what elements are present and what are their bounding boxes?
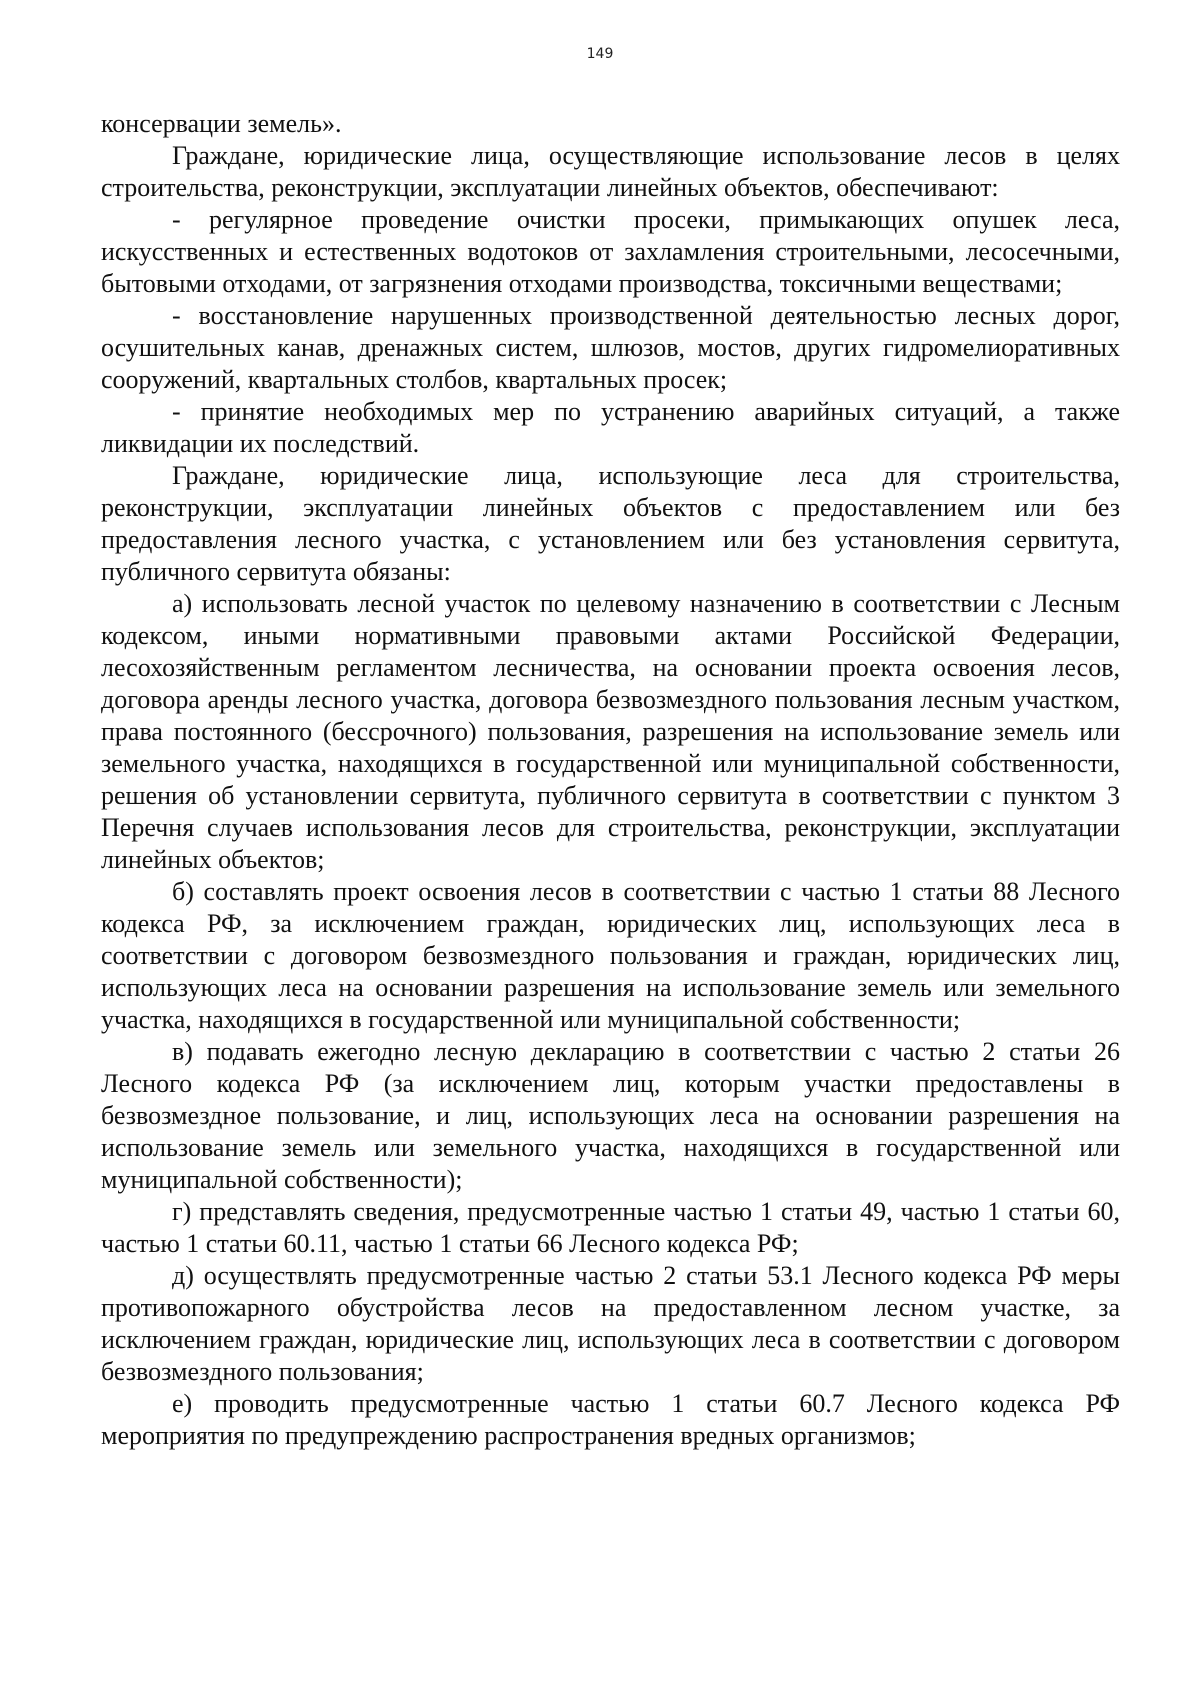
paragraph-duties-intro: Граждане, юридические лица, использующие леса для строительства, реконструкции, эксплуатации линейных объектов с предоставлением или без предоставления лесного участка, с установлением или без установления сервитута, публичного сервитута обязаны: bbox=[101, 461, 1120, 586]
list-item-v: в) подавать ежегодно лесную декларацию в соответствии с частью 2 статьи 26 Лесного кодекса РФ (за исключением лиц, которым участки предоставлены в безвозмездное пользование, и лиц, использующих леса на основании разрешения на использование земель или земельного участка, находящихся в государственной или муниципальной собственности); bbox=[101, 1037, 1120, 1194]
list-item-e: е) проводить предусмотренные частью 1 статьи 60.7 Лесного кодекса РФ мероприятия по предупреждению распространения вредных организмов; bbox=[101, 1389, 1120, 1450]
list-item-d: д) осуществлять предусмотренные частью 2 статьи 53.1 Лесного кодекса РФ меры противопожарного обустройства лесов на предоставленном лесном участке, за исключением граждан, юридические лиц, использующих леса в соответствии с договором безвозмездного пользования; bbox=[101, 1261, 1120, 1386]
list-item-b: б) составлять проект освоения лесов в соответствии с частью 1 статьи 88 Лесного кодекса РФ, за исключением граждан, юридических лиц, использующих леса в соответствии с договором безвозмездного пользования и граждан, юридических лиц, использующих леса на основании разрешения на использование земель или земельного участка, находящихся в государственной или муниципальной собственности; bbox=[101, 877, 1120, 1034]
paragraph-obligations-intro: Граждане, юридические лица, осуществляющие использование лесов в целях строительства, реконструкции, эксплуатации линейных объектов, обеспечивают: bbox=[101, 141, 1120, 202]
list-item-g: г) представлять сведения, предусмотренные частью 1 статьи 49, частью 1 статьи 60, частью 1 статьи 60.11, частью 1 статьи 66 Лесного кодекса РФ; bbox=[101, 1197, 1120, 1258]
list-item-emergency: - принятие необходимых мер по устранению аварийных ситуаций, а также ликвидации их последствий. bbox=[101, 397, 1120, 458]
list-item-cleaning: - регулярное проведение очистки просеки, примыкающих опушек леса, искусственных и естественных водотоков от захламления строительными, лесосечными, бытовыми отходами, от загрязнения отходами производства, токсичными веществами; bbox=[101, 205, 1120, 298]
paragraph-continuation: консервации земель». bbox=[101, 109, 342, 138]
list-item-a: а) использовать лесной участок по целевому назначению в соответствии с Лесным кодексом, иными нормативными правовыми актами Российской Федерации, лесохозяйственным регламентом лесничества, на основании проекта освоения лесов, договора аренды лесного участка, договора безвозмездного пользования лесным участком, права постоянного (бессрочного) пользования, разрешения на использование земель или земельного участка, находящихся в государственной или муниципальной собственности, решения об установлении сервитута, публичного сервитута в соответствии с пунктом 3 Перечня случаев использования лесов для строительства, реконструкции, эксплуатации линейных объектов; bbox=[101, 589, 1120, 874]
document-body bbox=[101, 108, 1120, 1452]
list-item-restoration: - восстановление нарушенных производственной деятельностью лесных дорог, осушительных канав, дренажных систем, шлюзов, мостов, других гидромелиоративных сооружений, квартальных столбов, квартальных просек; bbox=[101, 301, 1120, 394]
page-number: 149 bbox=[586, 46, 614, 62]
